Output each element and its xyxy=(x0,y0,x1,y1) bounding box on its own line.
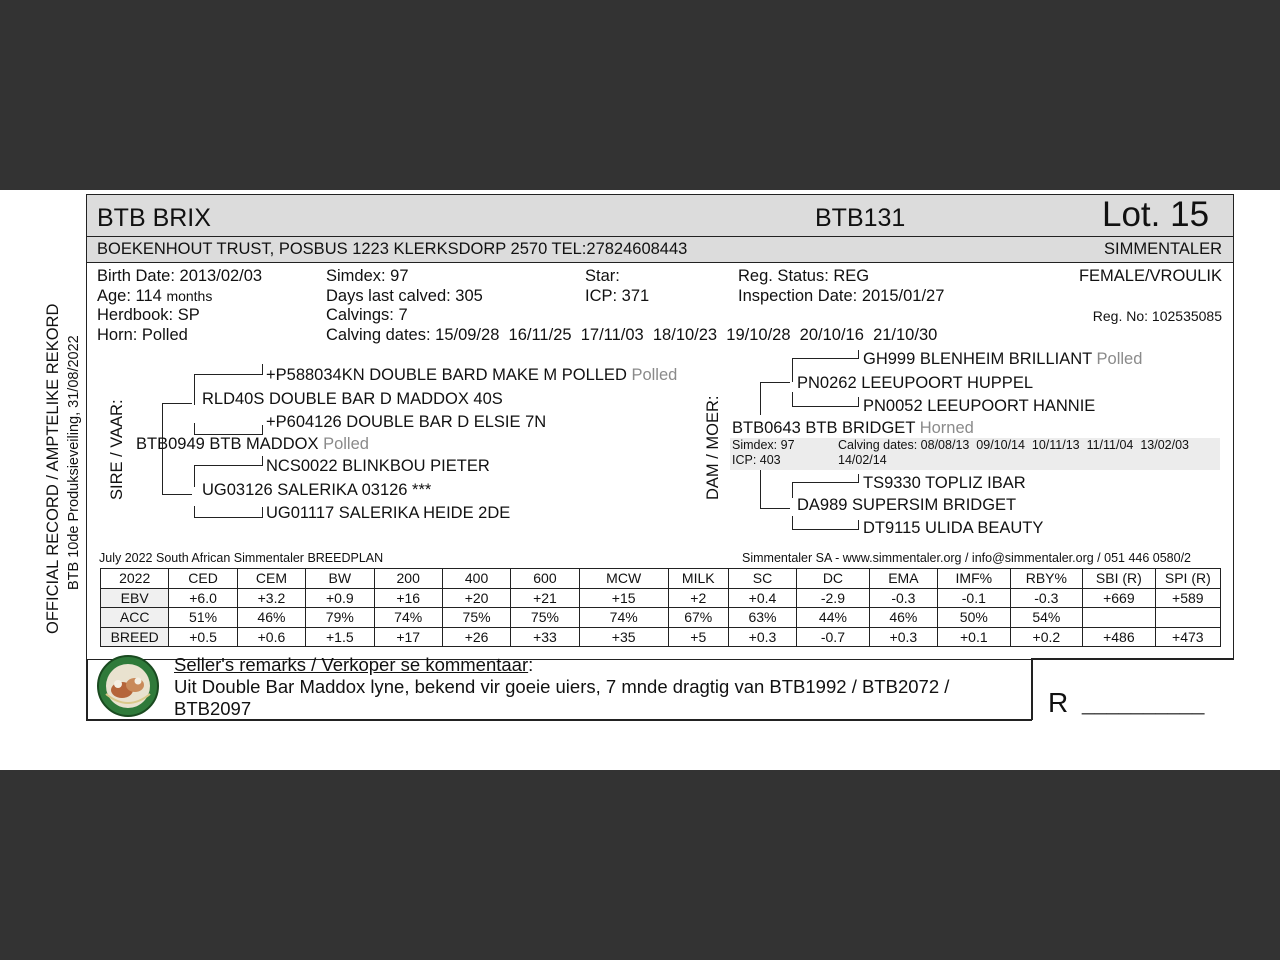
dam-dam-sire: TS9330 TOPLIZ IBAR xyxy=(863,474,1026,492)
ebv-value-cell: +35 xyxy=(579,627,668,647)
ebv-header-cell: CED xyxy=(169,569,237,589)
remarks-title-text: Seller's remarks / Verkoper se kommentaar xyxy=(174,654,529,675)
ebv-value-cell: +5 xyxy=(668,627,728,647)
ebv-value-cell: +2 xyxy=(668,588,728,608)
remarks-title xyxy=(174,654,533,676)
lot-number: Lot. 15 xyxy=(1102,195,1210,234)
ebv-row-label: ACC xyxy=(101,608,169,628)
animal-name: BTB BRIX xyxy=(97,204,211,232)
dam-sire-dam: PN0052 LEEUPOORT HANNIE xyxy=(863,397,1096,415)
breedplan-note: July 2022 South African Simmentaler BREEDPLAN xyxy=(99,551,384,565)
remarks-title-colon: : xyxy=(528,654,534,675)
price-currency: R xyxy=(1048,687,1069,718)
ebv-value-cell: 46% xyxy=(869,608,937,628)
ebv-value-cell: +0.2 xyxy=(1010,627,1083,647)
ebv-value-cell: 54% xyxy=(1010,608,1083,628)
sire-sire-sire-note: Polled xyxy=(631,366,678,384)
ebv-header-cell: CEM xyxy=(237,569,305,589)
dam-note: Horned xyxy=(919,419,974,437)
age-value: Age: 114 xyxy=(97,287,162,305)
ebv-value-cell: 63% xyxy=(728,608,796,628)
ebv-value-cell: +0.3 xyxy=(728,627,796,647)
sire-name: BTB0949 BTB MADDOX xyxy=(136,435,319,453)
ebv-value-cell: +21 xyxy=(511,588,579,608)
dam xyxy=(732,418,974,438)
ebv-row-ebv xyxy=(101,588,1221,608)
ebv-header-row xyxy=(101,569,1221,589)
ebv-value-cell: 50% xyxy=(938,608,1011,628)
dam-calving-dates: Calving dates: 08/08/13 09/10/14 10/11/13 11/11/04 13/02/03 xyxy=(838,438,1189,452)
breed-name: SIMMENTALER xyxy=(1104,240,1222,258)
dam-sire-sire-note: Polled xyxy=(1096,350,1143,368)
herdbook: Herdbook: SP xyxy=(97,306,200,324)
ebv-header-cell: SC xyxy=(728,569,796,589)
ebv-value-cell: +486 xyxy=(1083,627,1156,647)
sire-sire-sire xyxy=(266,365,677,385)
ebv-header-cell: 200 xyxy=(374,569,442,589)
calving-dates: Calving dates: 15/09/28 16/11/25 17/11/03 18/10/23 19/10/28 20/10/16 21/10/30 xyxy=(326,326,938,344)
star: Star: xyxy=(585,267,620,285)
ebv-value-cell: 75% xyxy=(442,608,510,628)
ebv-value-cell: +15 xyxy=(579,588,668,608)
ebv-row-label: BREED xyxy=(101,627,169,647)
ebv-value-cell: -0.3 xyxy=(1010,588,1083,608)
ebv-header-cell: MCW xyxy=(579,569,668,589)
dam-name: BTB0643 BTB BRIDGET xyxy=(732,419,916,437)
price-input-line[interactable]: __________ xyxy=(1082,690,1205,715)
ebv-value-cell: +589 xyxy=(1155,588,1220,608)
ebv-value-cell xyxy=(1083,608,1156,628)
dam-sire-sire-name: GH999 BLENHEIM BRILLIANT xyxy=(863,350,1092,368)
sex: FEMALE/VROULIK xyxy=(1078,267,1222,285)
ebv-row-acc xyxy=(101,608,1221,628)
ebv-value-cell: 67% xyxy=(668,608,728,628)
simmentaler-logo xyxy=(96,654,160,718)
ebv-value-cell: -2.9 xyxy=(797,588,870,608)
ebv-table xyxy=(100,568,1221,647)
ebv-row-breed xyxy=(101,627,1221,647)
catalogue-sheet xyxy=(0,190,1280,770)
lot-card xyxy=(86,194,1234,720)
ebv-value-cell: 46% xyxy=(237,608,305,628)
ebv-header-cell: 600 xyxy=(511,569,579,589)
ebv-header-cell: 400 xyxy=(442,569,510,589)
icp: ICP: 371 xyxy=(585,287,650,305)
birth-date: Birth Date: 2013/02/03 xyxy=(97,267,263,285)
ebv-value-cell: +17 xyxy=(374,627,442,647)
ebv-header-cell: BW xyxy=(306,569,374,589)
inspection-date: Inspection Date: 2015/01/27 xyxy=(738,287,945,305)
ebv-value-cell: -0.1 xyxy=(938,588,1011,608)
reg-status: Reg. Status: REG xyxy=(738,267,870,285)
ebv-value-cell xyxy=(1155,608,1220,628)
animal-code: BTB131 xyxy=(815,204,906,232)
remarks-line-2: BTB2097 xyxy=(174,698,252,719)
ebv-value-cell: 79% xyxy=(306,608,374,628)
ebv-value-cell: 51% xyxy=(169,608,237,628)
ebv-header-cell: RBY% xyxy=(1010,569,1083,589)
ebv-value-cell: +0.4 xyxy=(728,588,796,608)
sire-note: Polled xyxy=(323,435,369,453)
ebv-value-cell: -0.7 xyxy=(797,627,870,647)
dam-label: DAM / MOER: xyxy=(704,395,722,500)
dam-dam-dam: DT9115 ULIDA BEAUTY xyxy=(863,519,1044,537)
association-contact: Simmentaler SA - www.simmentaler.org / info@simmentaler.org / 051 446 0580/2 xyxy=(742,551,1192,565)
ebv-value-cell: +16 xyxy=(374,588,442,608)
ebv-value-cell: +1.5 xyxy=(306,627,374,647)
ebv-value-cell: +669 xyxy=(1083,588,1156,608)
ebv-value-cell: 74% xyxy=(579,608,668,628)
ebv-value-cell: +33 xyxy=(511,627,579,647)
ebv-header-cell: EMA xyxy=(869,569,937,589)
sire-sire-dam: +P604126 DOUBLE BAR D ELSIE 7N xyxy=(266,413,547,431)
ebv-value-cell: +0.3 xyxy=(869,627,937,647)
sire xyxy=(136,434,369,454)
ebv-header-cell: IMF% xyxy=(938,569,1011,589)
official-record-label: OFFICIAL RECORD / AMPTELIKE REKORD xyxy=(44,303,62,634)
age-unit: months xyxy=(166,288,213,304)
age xyxy=(97,286,212,306)
sire-dam: UG03126 SALERIKA 03126 *** xyxy=(202,481,432,499)
dam-sire: PN0262 LEEUPOORT HUPPEL xyxy=(797,374,1033,392)
ebv-header-cell: 2022 xyxy=(101,569,169,589)
dam-icp: ICP: 403 xyxy=(732,453,781,467)
ebv-row-label: EBV xyxy=(101,588,169,608)
sire-label: SIRE / VAAR: xyxy=(108,399,126,500)
sire-sire-sire-name: +P588034KN DOUBLE BARD MAKE M POLLED xyxy=(266,366,627,384)
ebv-value-cell: +0.6 xyxy=(237,627,305,647)
ebv-value-cell: +6.0 xyxy=(169,588,237,608)
ebv-value-cell: +473 xyxy=(1155,627,1220,647)
ebv-value-cell: +0.1 xyxy=(938,627,1011,647)
dam-dam: DA989 SUPERSIM BRIDGET xyxy=(797,496,1017,514)
ebv-header-cell: MILK xyxy=(668,569,728,589)
ebv-header-cell: DC xyxy=(797,569,870,589)
dam-calving-dates-cont: 14/02/14 xyxy=(838,453,887,467)
ebv-value-cell: +20 xyxy=(442,588,510,608)
breeder-address: BOEKENHOUT TRUST, POSBUS 1223 KLERKSDORP 2570 TEL:27824608443 xyxy=(97,240,688,258)
dam-simdex: Simdex: 97 xyxy=(732,438,795,452)
ebv-value-cell: +0.9 xyxy=(306,588,374,608)
dam-sire-sire xyxy=(863,349,1142,369)
ebv-value-cell: 75% xyxy=(511,608,579,628)
ebv-header-cell: SBI (R) xyxy=(1083,569,1156,589)
sire-dam-sire: NCS0022 BLINKBOU PIETER xyxy=(266,457,490,475)
horn-status: Horn: Polled xyxy=(97,326,188,344)
sire-sire: RLD40S DOUBLE BAR D MADDOX 40S xyxy=(202,390,503,408)
reg-number: Reg. No: 102535085 xyxy=(1092,308,1222,324)
calvings: Calvings: 7 xyxy=(326,306,408,324)
ebv-value-cell: 74% xyxy=(374,608,442,628)
ebv-value-cell: +26 xyxy=(442,627,510,647)
ebv-value-cell: +3.2 xyxy=(237,588,305,608)
ebv-value-cell: +0.5 xyxy=(169,627,237,647)
sire-dam-dam: UG01117 SALERIKA HEIDE 2DE xyxy=(266,504,511,522)
ebv-header-cell: SPI (R) xyxy=(1155,569,1220,589)
auction-label: BTB 10de Produksieveiling, 31/08/2022 xyxy=(66,335,82,590)
days-last-calved: Days last calved: 305 xyxy=(326,287,483,305)
ebv-value-cell: 44% xyxy=(797,608,870,628)
simdex: Simdex: 97 xyxy=(326,267,409,285)
remarks-line-1: Uit Double Bar Maddox lyne, bekend vir goeie uiers, 7 mnde dragtig van BTB1992 / BTB2072 / xyxy=(174,676,950,697)
ebv-value-cell: -0.3 xyxy=(869,588,937,608)
